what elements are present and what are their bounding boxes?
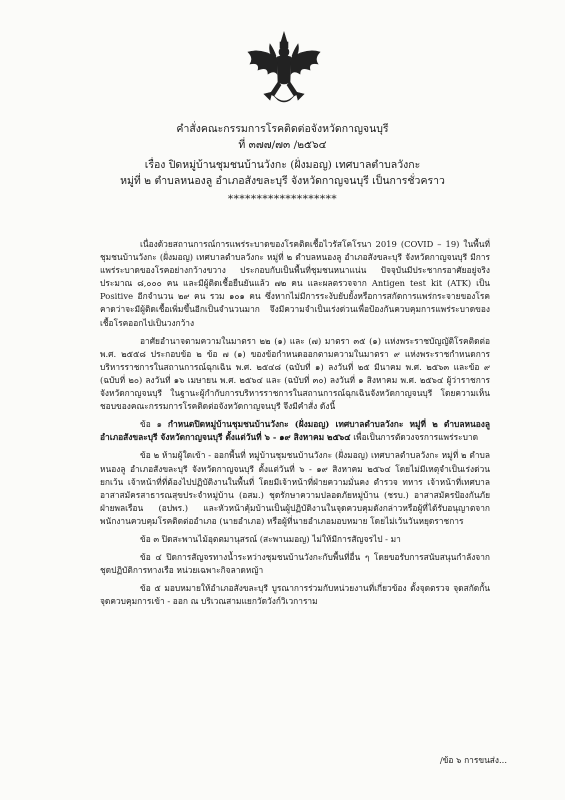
paragraph-clause-2: ข้อ ๒ ห้ามผู้ใดเข้า - ออกพื้นที่ หมู่บ้านชุมชนบ้านวังกะ (ฝั่งมอญ) เทศบาลตำบลวังกะ หมู่ที่ ๒ ตำบลหนองลู อำเภอสังขละบุรี จังหวัดกาญจนบุรี ตั้งแต่วันที่ ๖ - ๑๙ สิงหาคม ๒๕๖๔ โดยไม่มีเหตุจำเป็นเร่งด่วนยกเว้น เจ้าหน้าที่ที่ต้องไปปฏิบัติงานในพื้นที่ โดยมีเจ้าหน้าที่ฝ่ายความมั่นคง ตำรวจ ทหาร เจ้าหน้าที่เทศบาล อาสาสมัครสาธารณสุขประจำหมู่บ้าน (อสม.) ชุดรักษาความปลอดภัยหมู่บ้าน (ชรบ.) อาสาสมัครป้องกันภัยฝ่ายพลเรือน (อปพร.) และหัวหน้าคุ้มบ้านเป็นผู้ปฏิบัติงานในจุดควบคุมดังกล่าวหรือผู้ที่ได้รับอนุญาตจากพนักงานควบคุมโรคติดต่ออำเภอ (นายอำเภอ) หรือผู้ที่นายอำเภอมอบหมาย โดยไม่เว้นวันหยุดราชการ [100,450,490,526]
clause-1-suffix: เพื่อเป็นการตัดวงจรการแพร่ระบาด [350,432,479,443]
document-body [100,238,490,613]
clause-1-bold-text: กำหนดปิดหมู่บ้านชุมชนบ้านวังกะ (ฝั่งมอญ) เทศบาลตำบลวังกะ หมู่ที่ ๒ ตำบลหนองลู อำเภอสังขละบุรี จังหวัดกาญจนบุรี ตั้งแต่วันที่ ๖ - ๑๙ สิงหาคม ๒๕๖๔ [100,419,490,443]
paragraph-legal-authority: อาศัยอำนาจตามความในมาตรา ๒๒ (๑) และ (๗) มาตรา ๓๕ (๑) แห่งพระราชบัญญัติโรคติดต่อ พ.ศ. ๒๕๕๘ ประกอบข้อ ๒ ข้อ ๗ (๑) ของข้อกำหนดออกตามความในมาตรา ๙ แห่งพระราชกำหนดการบริหารราชการในสถานการณ์ฉุกเฉิน พ.ศ. ๒๕๔๘ (ฉบับที่ ๑) ลงวันที่ ๒๕ มีนาคม พ.ศ. ๒๕๖๓ และข้อ ๙ (ฉบับที่ ๒๐) ลงวันที่ ๑๖ เมษายน พ.ศ. ๒๕๖๔ และ (ฉบับที่ ๓๐) ลงวันที่ ๑ สิงหาคม พ.ศ. ๒๕๖๔ ผู้ว่าราชการจังหวัดกาญจนบุรี ในฐานะผู้กำกับการบริหารราชการในสถานการณ์ฉุกเฉินจังหวัดกาญจนบุรี โดยความเห็นชอบของคณะกรรมการโรคติดต่อจังหวัดกาญจนบุรี จึงมีคำสั่ง ดังนี้ [100,335,490,412]
order-number: ที่ ๓๗๗/๗๓ /๒๕๖๔ [238,139,327,151]
paragraph-clause-5: ข้อ ๕ มอบหมายให้อำเภอสังขละบุรี บูรณาการร่วมกับหน่วยงานที่เกี่ยวข้อง ตั้งจุดตรวจ จุดสกัดกั้นจุดควบคุมการเข้า - ออก ณ บริเวณสามแยกวัดวังก์วิเวการาม [100,583,490,607]
order-title: คำสั่งคณะกรรมการโรคติดต่อจังหวัดกาญจนบุรี [176,123,389,135]
garuda-emblem-icon [244,30,324,108]
separator-stars: ******************* [227,193,338,205]
continuation-note: /ข้อ ๖ การขนส่ง... [439,755,507,765]
subject-line-1: เรื่อง ปิดหมู่บ้านชุมชนบ้านวังกะ (ฝั่งมอญ) เทศบาลตำบลวังกะ [144,159,421,171]
paragraph-background: เนื่องด้วยสถานการณ์การแพร่ระบาดของโรคติดเชื้อไวรัสโคโรนา 2019 (COVID – 19) ในพื้นที่ชุมชนบ้านวังกะ (ฝั่งมอญ) เทศบาลตำบลวังกะ หมู่ที่ ๒ ตำบลหนองลู อำเภอสังขละบุรี จังหวัดกาญจนบุรี มีการแพร่ระบาดของโรคอย่างกว้างขวาง ประกอบกับเป็นพื้นที่ชุมชนหนาแน่น ปัจจุบันมีประชากรอาศัยอยู่จริงประมาณ ๘,๐๐๐ คน และมีผู้ติดเชื้อยืนยันแล้ว ๗๒ คน และผลตรวจจาก Antigen test kit (ATK) เป็น Positive อีกจำนวน ๒๙ คน รวม ๑๐๑ คน ซึ่งหากไม่มีการระงับยับยั้งหรือการสกัดการแพร่กระจายของโรค คาดว่าจะมีผู้ติดเชื้อเพิ่มขึ้นอีกเป็นจำนวนมาก จึงมีความจำเป็นเร่งด่วนเพื่อป้องกันควบคุมการแพร่ระบาดของเชื้อโรคออกไปเป็นวงกว้าง [100,239,490,328]
subject-line-2: หมู่ที่ ๒ ตำบลหนองลู อำเภอสังขละบุรี จังหวัดกาญจนบุรี เป็นการชั่วคราว [120,175,445,187]
paragraph-clause-1 [100,418,490,444]
paragraph-clause-3: ข้อ ๓ ปิดสะพานไม้อุตตมานุสรณ์ (สะพานมอญ) ไม่ให้มีการสัญจรไป - มา [140,533,401,544]
paragraph-clause-4: ข้อ ๔ ปิดการสัญจรทางน้ำระหว่างชุมชนบ้านวังกะกับพื้นที่อื่น ๆ โดยขอรับการสนับสนุนกำลังจากชุดปฏิบัติการทางเรือ หน่วยเฉพาะกิจลาดหญ้า [100,552,490,576]
clause-1-prefix: ข้อ ๑ [140,419,168,430]
